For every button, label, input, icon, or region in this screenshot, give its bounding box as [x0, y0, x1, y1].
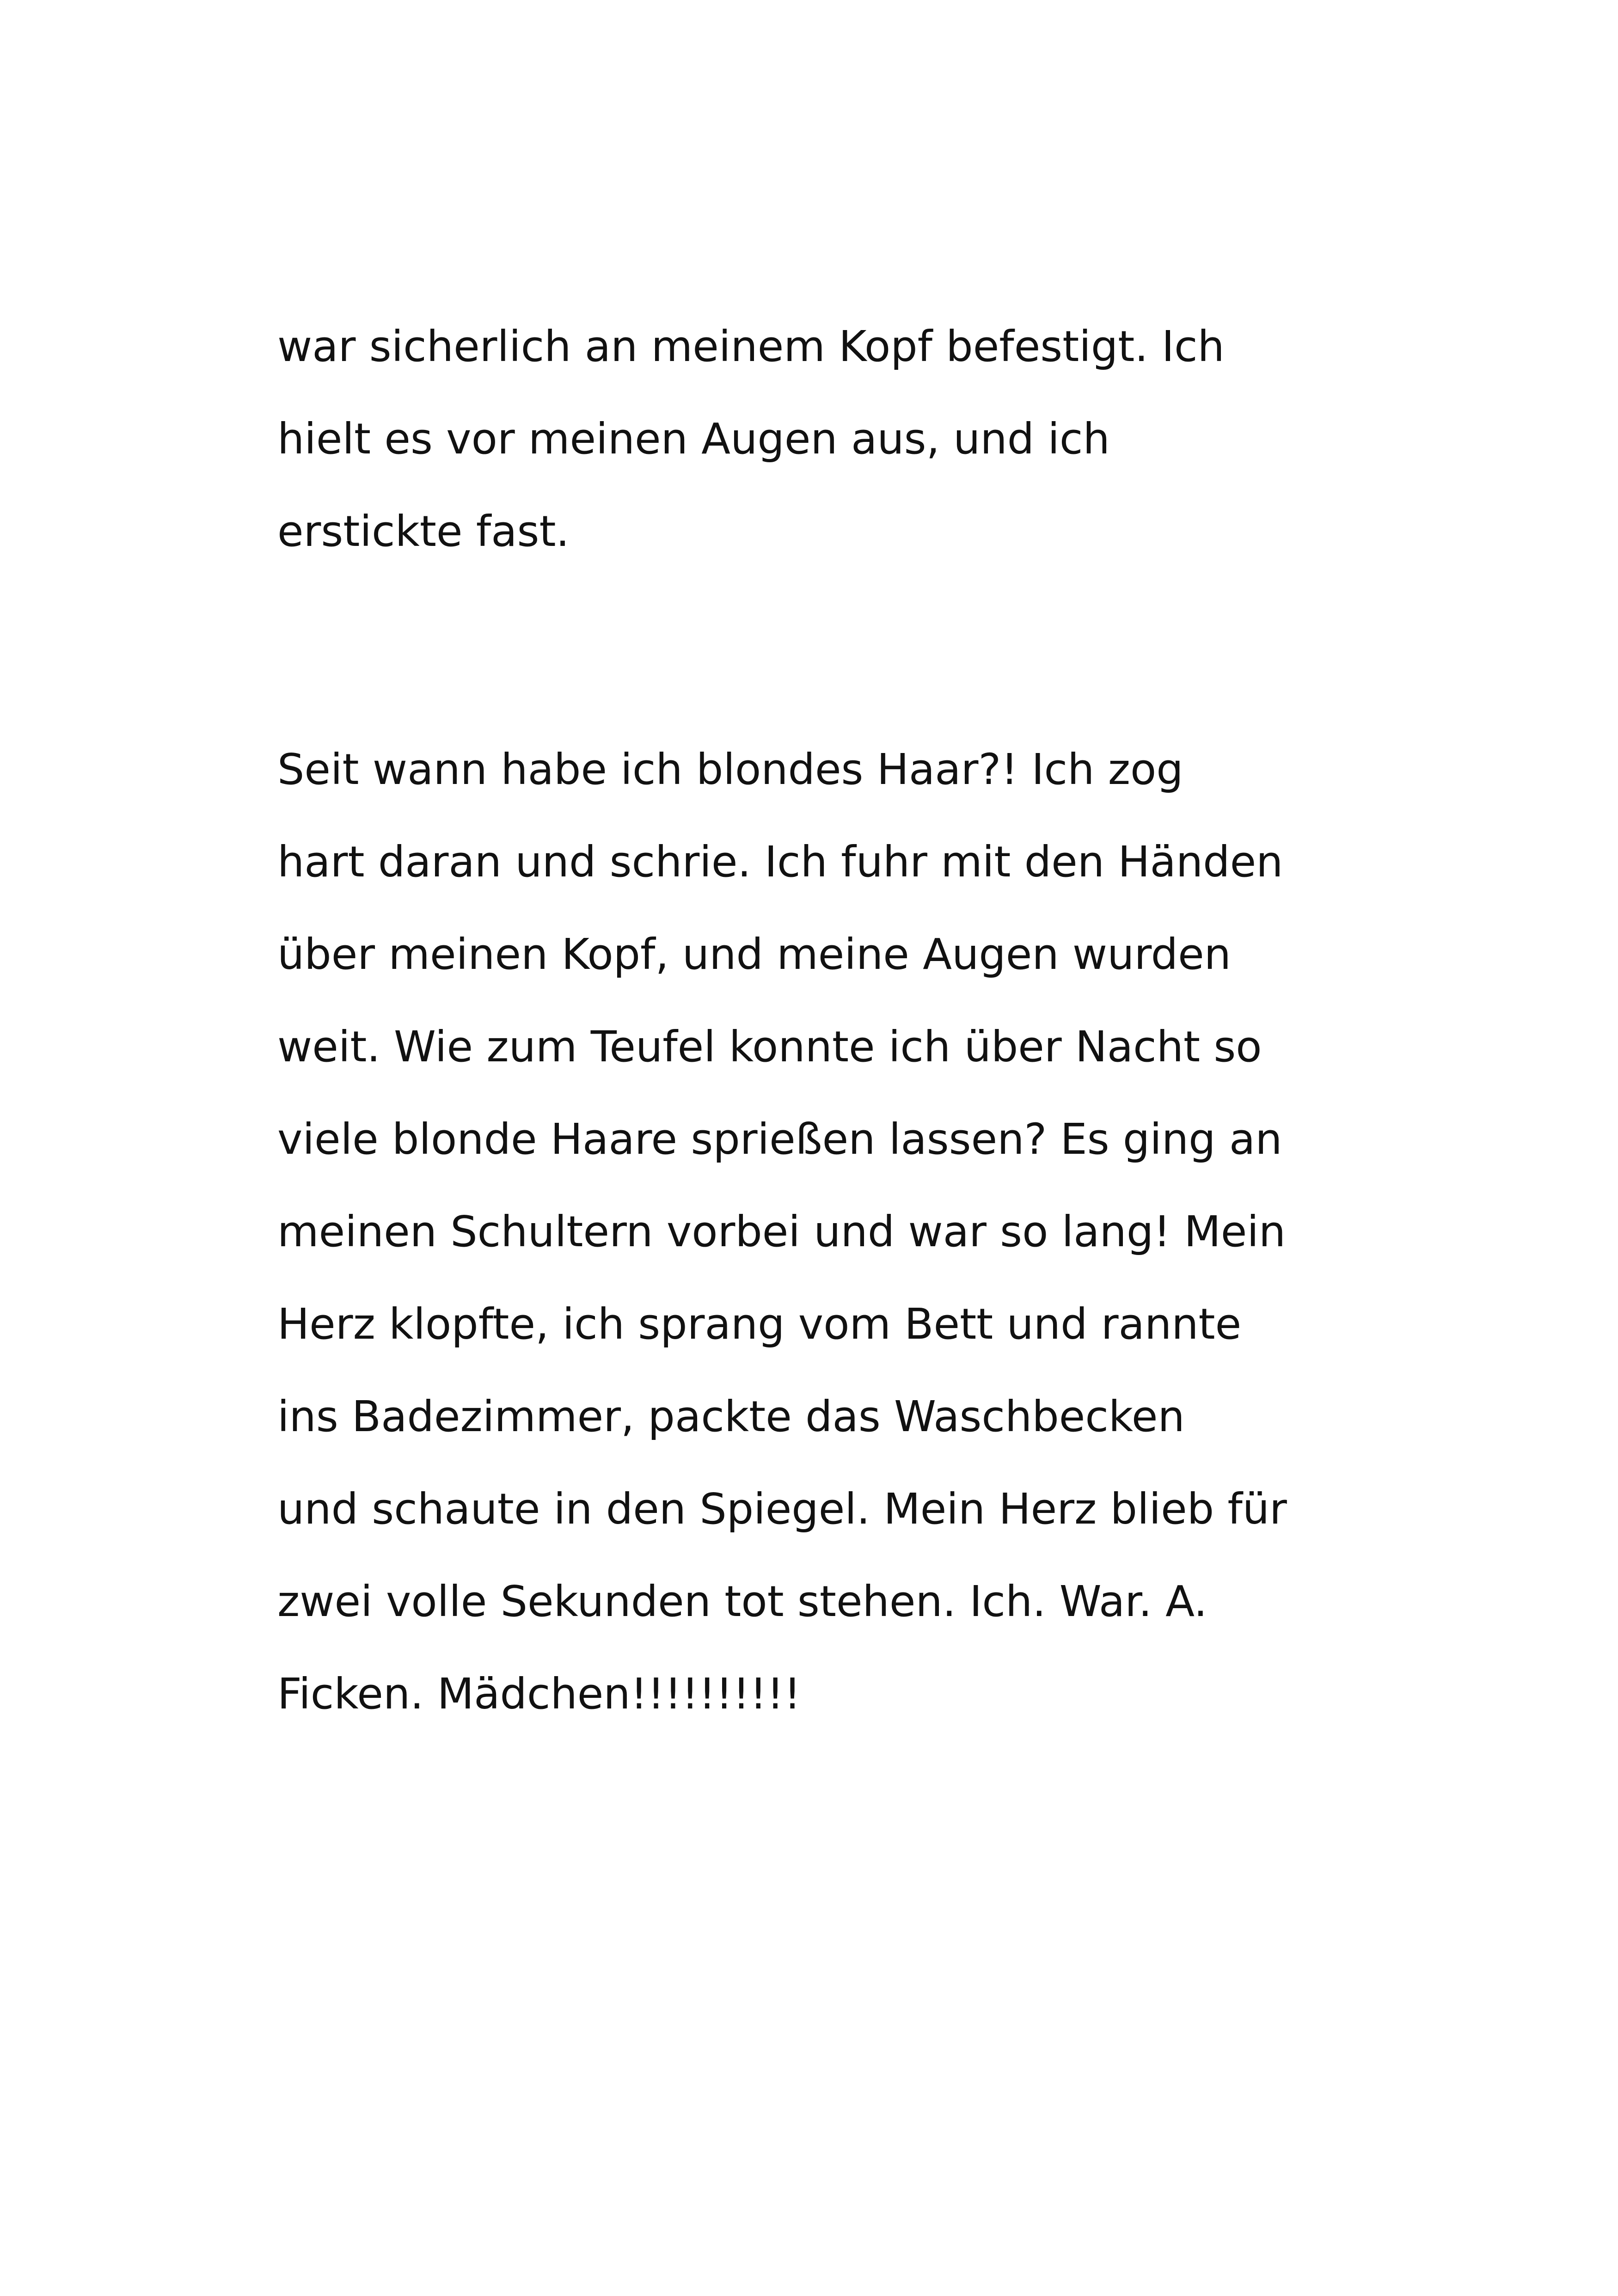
paragraph-1	[277, 300, 1387, 578]
text-line: erstickte fast.	[277, 507, 570, 556]
text-line: Ficken. Mädchen!!!!!!!!!!	[277, 1669, 801, 1719]
text-line: zwei volle Sekunden tot stehen. Ich. War. A.	[277, 1577, 1207, 1626]
text-line: Seit wann habe ich blondes Haar?! Ich zog	[277, 745, 1183, 794]
text-line: war sicherlich an meinem Kopf befestigt. Ich	[277, 322, 1225, 371]
text-line: viele blonde Haare sprießen lassen? Es ging an	[277, 1114, 1282, 1164]
paragraph-2	[277, 723, 1387, 1740]
text-line: über meinen Kopf, und meine Augen wurden	[277, 930, 1231, 979]
text-line: hart daran und schrie. Ich fuhr mit den Händen	[277, 837, 1283, 887]
text-line: ins Badezimmer, packte das Waschbecken	[277, 1392, 1185, 1441]
text-line: weit. Wie zum Teufel konnte ich über Nacht so	[277, 1022, 1262, 1071]
text-line: meinen Schultern vorbei und war so lang! Mein	[277, 1207, 1286, 1256]
text-line: Herz klopfte, ich sprang vom Bett und rannte	[277, 1299, 1242, 1349]
text-line: hielt es vor meinen Augen aus, und ich	[277, 414, 1110, 464]
text-line: und schaute in den Spiegel. Mein Herz blieb für	[277, 1484, 1287, 1534]
